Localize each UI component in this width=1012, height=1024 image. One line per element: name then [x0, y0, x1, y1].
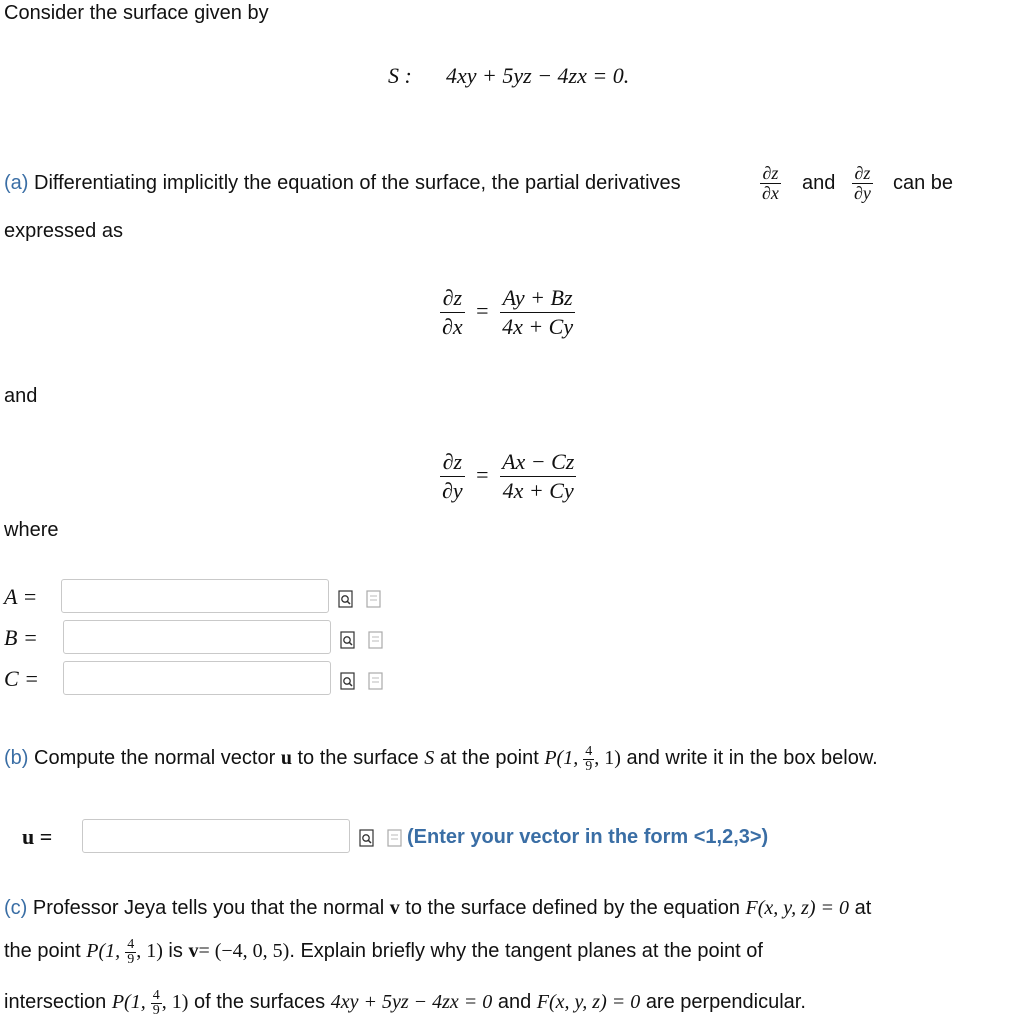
part-c-line2: the point P(1, $\frac{4}{9}$ , 1) is v= (−4, 0, 5). Explain briefly why the tangent planes at the point of — [4, 937, 763, 967]
var-b-label: B = — [4, 625, 38, 650]
and-text: and — [4, 385, 38, 407]
surface-label: S : — [388, 63, 412, 88]
expressed-as-text: expressed as — [4, 220, 123, 242]
where-text: where — [4, 519, 59, 541]
answer-a-input[interactable] — [61, 579, 329, 613]
intro-text: Consider the surface given by — [4, 2, 269, 24]
part-a-line1 — [4, 172, 681, 195]
vector-u-input[interactable] — [82, 819, 350, 853]
preview-icon[interactable] — [338, 590, 353, 608]
part-c-line1: (c) Professor Jeya tells you that the normal v to the surface defined by the equation F(x, y, z) = 0 at — [4, 897, 872, 919]
dz-dy-fraction: $\frac{\partial z}{\partial y}$ — [854, 163, 871, 203]
help-doc-icon[interactable] — [368, 631, 383, 649]
preview-icon[interactable] — [340, 631, 355, 649]
part-a-label: (a) — [4, 172, 29, 194]
part-a-text: Differentiating implicitly the equation of the surface, the partial derivatives — [34, 172, 681, 194]
dz-dx-fraction: $\frac{\partial z}{\partial x}$ — [762, 163, 779, 203]
part-b-line: (b) Compute the normal vector u to the surface S at the point P(1, $\frac{4}{9}$ , 1) and write it in the box below. — [4, 744, 878, 774]
help-doc-icon[interactable] — [368, 672, 383, 690]
help-doc-icon[interactable] — [366, 590, 381, 608]
and-word: and — [802, 172, 836, 194]
u-label: u = — [22, 824, 53, 849]
preview-icon[interactable] — [340, 672, 355, 690]
help-doc-icon[interactable] — [387, 829, 402, 847]
preview-icon[interactable] — [359, 829, 374, 847]
answer-b-input[interactable] — [63, 620, 331, 654]
vector-format-hint: (Enter your vector in the form <1,2,3>) — [407, 826, 769, 848]
answer-c-input[interactable] — [63, 661, 331, 695]
can-be-text: can be — [893, 172, 954, 194]
equation-dzdy: $\frac{\partial z}{\partial y}$ = $\frac{Ax - Cz}{4x + Cy}$ — [442, 449, 575, 503]
var-a-label: A = — [4, 584, 38, 609]
part-c-line3: intersection P(1, $\frac{4}{9}$ , 1) of the surfaces 4xy + 5yz − 4zx = 0 and F(x, y, z) = 0 are perpendicular. — [4, 988, 806, 1018]
part-b-label: (b) — [4, 747, 29, 770]
part-c-label: (c) — [4, 897, 28, 919]
surface-equation: 4xy + 5yz − 4zx = 0. — [446, 63, 630, 88]
equation-dzdx: $\frac{\partial z}{\partial x}$ = $\frac{Ay + Bz}{4x + Cy}$ — [442, 285, 574, 339]
var-c-label: C = — [4, 666, 40, 691]
